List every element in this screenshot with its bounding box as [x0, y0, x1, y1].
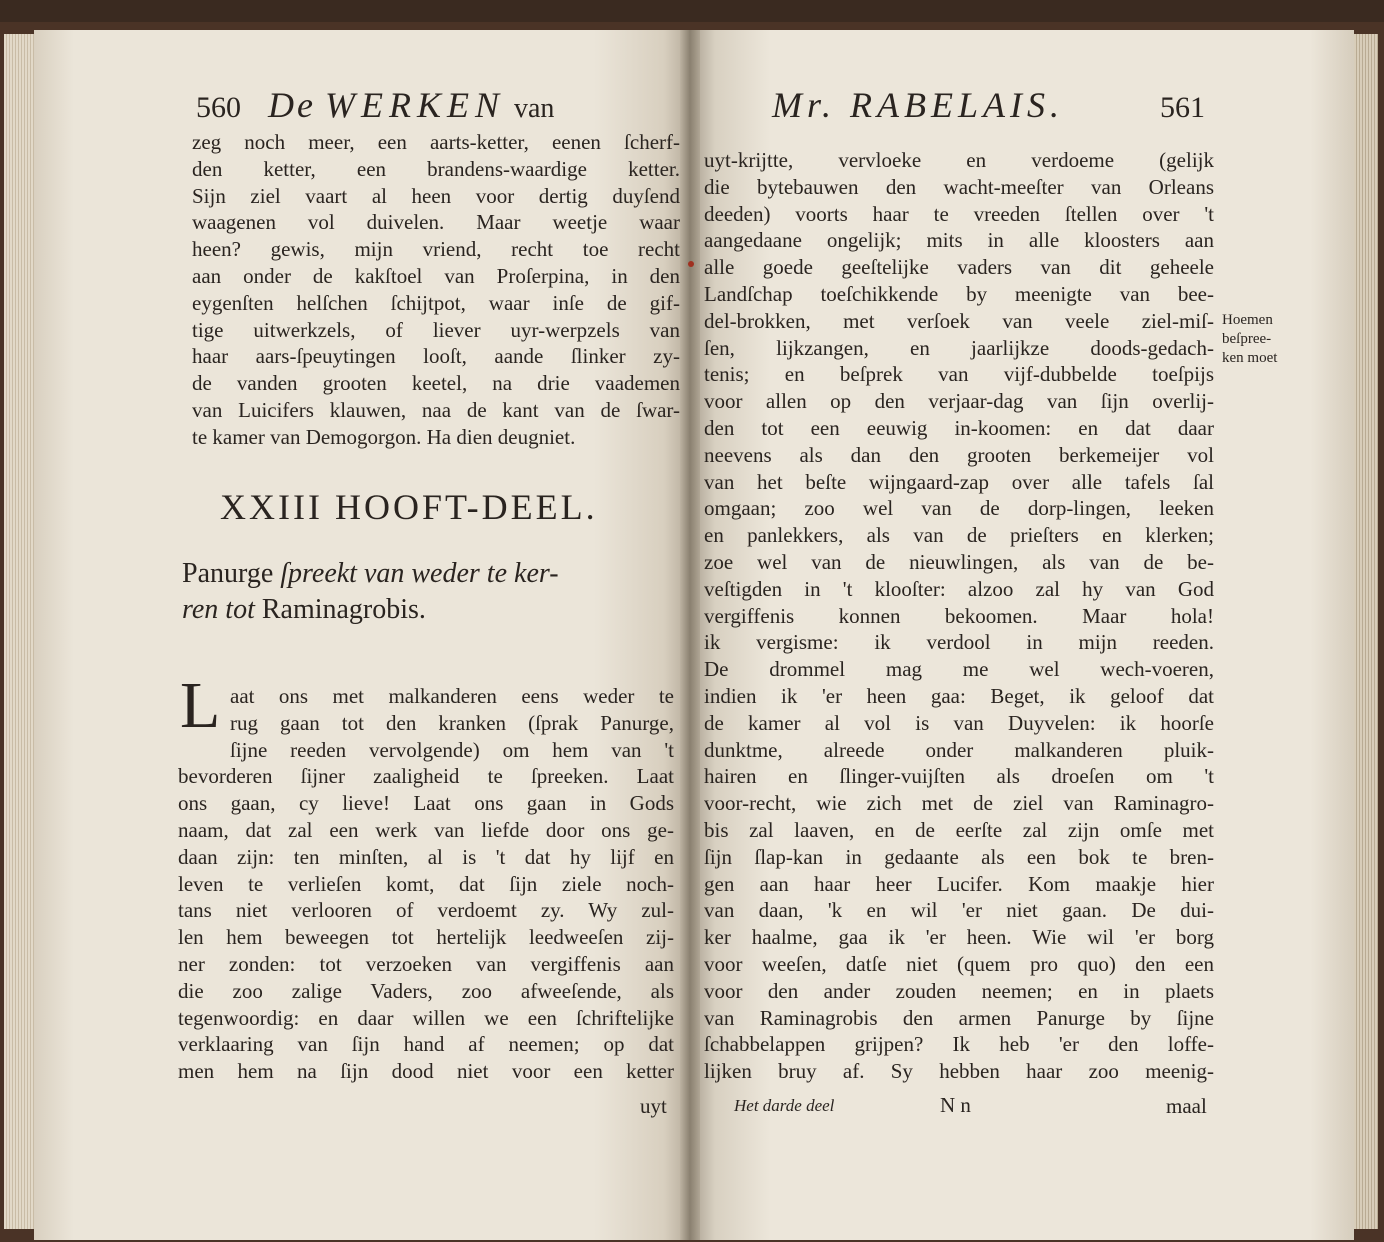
- text-line: waagenen vol duivelen. Maar weetje waar: [192, 210, 680, 235]
- text-line: rug gaan tot den kranken (ſprak Panurge,: [230, 710, 674, 735]
- text-line: alle goede geeſtelijke vaders van dit geheele: [704, 255, 1214, 280]
- text-line: omgaan; zoo wel van de dorp-lingen, leeken: [704, 496, 1214, 521]
- text-line: neevens als dan den grooten berkemeijer vol: [704, 442, 1214, 467]
- text-line: lijken bruy af. Sy hebben haar zoo meenig-: [704, 1059, 1214, 1084]
- text-line: indien ik 'er heen gaa: Beget, ik geloof dat: [704, 683, 1214, 708]
- text-line: van Luicifers klauwen, naa de kant van de ſwar-: [192, 397, 680, 422]
- text-line: Sijn ziel vaart al heen voor dertig duyſend: [192, 183, 680, 208]
- right-page-number-wrap: [1160, 84, 1205, 126]
- text-line: aat ons met malkanderen eens weder te: [230, 684, 674, 708]
- subtitle-part2: ſpreekt van weder te ker-: [280, 558, 559, 589]
- text-line: leven te verlieſen komt, dat ſijn ziele noch-: [178, 871, 674, 896]
- right-page-number: 561: [1160, 91, 1205, 124]
- text-line: hairen en ſlinger-vuijſten als droeſen om 't: [704, 764, 1214, 789]
- text-line: zeg noch meer, een aarts-ketter, eenen ſcherf-: [192, 130, 680, 154]
- text-line: van Raminagrobis den armen Panurge by ſijne: [704, 1005, 1214, 1030]
- text-line: veſtigden in 't klooſter: alzoo zal hy van God: [704, 576, 1214, 601]
- text-line: voor-recht, wie zich met de ziel van Raminagro-: [704, 791, 1214, 816]
- text-line: de vanden grooten keetel, na drie vaademen: [192, 371, 680, 396]
- subtitle-part1: Panurge: [182, 558, 274, 589]
- right-body-text: [704, 147, 1214, 1085]
- text-line: voor allen op den verjaar-dag van ſijn overlij-: [704, 389, 1214, 414]
- text-line: en panlekkers, als van de prieſters en klerken;: [704, 523, 1214, 548]
- left-catchword: uyt: [640, 1094, 667, 1118]
- page-edges-left: [4, 34, 34, 1229]
- text-line: die bytebauwen den wacht-meeſter van Orleans: [704, 174, 1214, 199]
- left-top-text: [192, 129, 680, 451]
- subtitle-part4: Raminagrobis.: [261, 594, 426, 625]
- left-running-header: [196, 84, 554, 126]
- text-line: men hem na ſijn dood niet voor een ketter: [178, 1059, 674, 1084]
- margin-note-line: Hoemen: [1222, 312, 1273, 328]
- text-line: heen? gewis, mijn vriend, recht toe recht: [192, 237, 680, 262]
- header-suffix: van: [513, 93, 555, 124]
- text-line: van het beſte wijngaard-zap over alle tafels ſal: [704, 469, 1214, 494]
- header-title-right: Mr. RABELAIS.: [772, 85, 1064, 125]
- right-catchword: maal: [1166, 1094, 1207, 1118]
- drop-cap: L: [180, 669, 221, 742]
- volume-footer: Het darde deel: [734, 1096, 835, 1115]
- text-line: len hem beweegen tot hertelijk leedweeſen zij-: [178, 925, 674, 950]
- chapter-heading: XXIII HOOFT-DEEL.: [220, 487, 598, 527]
- margin-note: [1222, 311, 1312, 368]
- text-line: ner zonden: tot verzoeken van vergiffenis aan: [178, 951, 674, 976]
- text-line: De drommel mag me wel wech-voeren,: [704, 657, 1214, 682]
- left-page-number: 560: [196, 91, 241, 124]
- text-line: vergiffenis konnen bekoomen. Maar hola!: [704, 603, 1214, 628]
- text-line: den tot een eeuwig in-koomen: en dat daar: [704, 415, 1214, 440]
- text-line: dunktme, alreede onder malkanderen pluik-: [704, 737, 1214, 762]
- text-line: voor weeſen, datſe niet (quem pro quo) den een: [704, 951, 1214, 976]
- text-line: daan zijn: ten minſten, al is 't dat hy lijf en: [178, 844, 674, 869]
- text-line: de kamer al vol is van Duyvelen: ik hoorſe: [704, 710, 1214, 735]
- text-line: tans niet verlooren of verdoemt zy. Wy zul-: [178, 898, 674, 923]
- text-line: bis zal laaven, en de eerſte zal zijn omſe met: [704, 817, 1214, 842]
- text-line: ſchabbelappen grijpen? Ik heb 'er den loffe-: [704, 1032, 1214, 1057]
- subtitle-part3: ren tot: [182, 594, 255, 625]
- text-line: ſijne reeden vervolgende) om hem van 't: [230, 737, 674, 762]
- text-line: aan onder de kakſtoel van Proſerpina, in den: [192, 263, 680, 288]
- text-line: Landſchap toeſchikkende by meenigte van bee-: [704, 281, 1214, 306]
- text-line: te kamer van Demogorgon. Ha dien deugniet.: [192, 424, 576, 449]
- text-line: ſen, lijkzangen, en jaarlijkze doods-gedach-: [704, 335, 1214, 360]
- text-line: eygenſten helſchen ſchijtpot, waar inſe de gif-: [192, 290, 680, 315]
- text-line: ſijn ſlap-kan in gedaante als een bok te bren-: [704, 844, 1214, 869]
- text-line: tige uitwerkzels, of liever uyr-werpzels van: [192, 317, 680, 342]
- header-title-left: WERKEN: [324, 85, 505, 125]
- text-line: naam, dat zal een werk van liefde door ons ge-: [178, 817, 674, 842]
- text-line: uyt-krijtte, vervloeke en verdoeme (gelijk: [704, 148, 1214, 172]
- text-line: ker haalme, gaa ik 'er heen. Wie wil 'er borg: [704, 925, 1214, 950]
- book-gutter: [680, 30, 700, 1240]
- text-line: haar aars-ſpeuytingen looſt, aande ſlinker zy-: [192, 344, 680, 369]
- text-line: verklaaring van ſijn hand af neemen; op dat: [178, 1032, 674, 1057]
- left-body-text: [178, 683, 674, 1085]
- text-line: tegenwoordig: en daar willen we een ſchriftelijke: [178, 1005, 674, 1030]
- right-running-header: [772, 84, 1064, 126]
- text-line: gen aan haar heer Lucifer. Kom maakje hier: [704, 871, 1214, 896]
- text-line: del-brokken, met verſoek van veele ziel-miſ-: [704, 308, 1214, 333]
- page-edges-right: [1354, 34, 1378, 1229]
- text-line: deeden) voorts haar te vreeden ſtellen over 't: [704, 201, 1214, 226]
- signature-mark: N n: [940, 1093, 971, 1117]
- text-line: ik vergisme: ik verdool in mijn reeden.: [704, 630, 1214, 655]
- margin-note-line: beſpree-: [1222, 331, 1272, 347]
- text-line: ons gaan, cy lieve! Laat ons gaan in Gods: [178, 791, 674, 816]
- text-line: tenis; en beſprek van vijf-dubbelde toeſpijs: [704, 362, 1214, 387]
- margin-mark: [688, 261, 694, 267]
- header-prefix: De: [268, 85, 316, 125]
- text-line: die zoo zalige Vaders, zoo afweeſende, als: [178, 978, 674, 1003]
- text-line: den ketter, een brandens-waardige ketter.: [192, 156, 680, 181]
- text-line: aangedaane ongelijk; mits in alle kloosters aan: [704, 228, 1214, 253]
- margin-note-line: ken moet: [1222, 350, 1278, 366]
- text-line: bevorderen ſijner zaaligheid te ſpreeken. Laat: [178, 764, 674, 789]
- text-line: zoe wel van de nieuwlingen, als van de be-: [704, 549, 1214, 574]
- text-line: van daan, 'k en wil 'er niet gaan. De dui-: [704, 898, 1214, 923]
- text-line: voor den ander zouden neemen; en in plaets: [704, 978, 1214, 1003]
- chapter-subtitle: [182, 556, 662, 628]
